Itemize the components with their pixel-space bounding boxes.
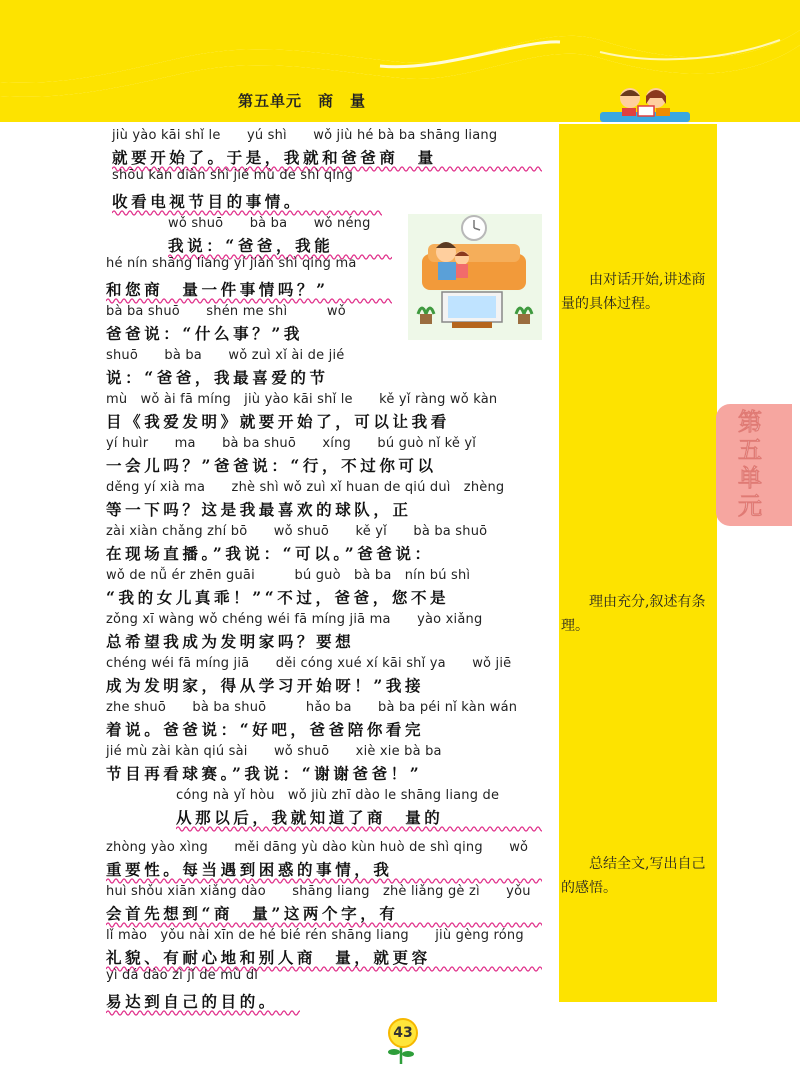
pinyin-line: lǐ mào yǒu nài xīn de hé bié rén shāng liang jiù gèng róng [106,928,524,943]
pinyin-line: jié mù zài kàn qiú sài wǒ shuō xiè xie bà ba [106,744,442,759]
pinyin-line: bà ba shuō shén me shì wǒ [106,304,346,319]
pinyin-line: jiù yào kāi shǐ le yú shì wǒ jiù hé bà ba shāng liang [112,128,498,143]
chinese-line: 会首先想到“商 量”这两个字，有 [106,904,399,923]
pinyin-line: mù wǒ ài fā míng jiù yào kāi shǐ le kě yǐ ràng wǒ kàn [106,392,498,407]
pinyin-line: yì dá dào zì jǐ de mù dì [106,968,259,983]
chinese-line: 我说：“爸爸，我能 [168,236,334,255]
pinyin-line: shuō bà ba wǒ zuì xǐ ài de jié [106,348,345,363]
chinese-line: 收看电视节目的事情。 [112,192,304,211]
chinese-line: 着说。爸爸说：“好吧，爸爸陪你看完 [106,720,425,739]
pinyin-line: zhe shuō bà ba shuō hǎo ba bà ba péi nǐ kàn wán [106,700,518,715]
pinyin-line: yí huìr ma bà ba shuō xíng bú guò nǐ kě yǐ [106,436,477,451]
unit-side-tab-label: 第五单元 [738,408,762,520]
chinese-line: 在现场直播。”我说：“可以。”爸爸说： [106,544,434,563]
family-watching-tv-illustration [408,214,542,340]
pinyin-line: zài xiàn chǎng zhí bō wǒ shuō kě yǐ bà ba shuō [106,524,488,539]
chinese-line: 重要性。每当遇到困惑的事情，我 [106,860,393,879]
wavy-underline [106,1009,300,1017]
pinyin-line: cóng nà yǐ hòu wǒ jiù zhī dào le shāng liang de [176,788,500,803]
pinyin-line: wǒ de nǚ ér zhēn guāi bú guò bà ba nín bú shì [106,568,471,583]
margin-note-1: 由对话开始,讲述商量的具体过程。 [561,272,706,312]
chinese-line: 说：“爸爸，我最喜爱的节 [106,368,329,387]
margin-note-3: 总结全文,写出自己的感悟。 [561,856,706,896]
chinese-line: “我的女儿真乖！”“不过，爸爸，您不是 [106,588,450,607]
wavy-underline [176,825,542,833]
chinese-line: 成为发明家，得从学习开始呀！”我接 [106,676,425,695]
unit-title: 第五单元 商 量 [238,92,367,110]
pinyin-line: zhòng yào xìng měi dāng yù dào kùn huò de shì qing wǒ [106,840,529,855]
chinese-line: 总希望我成为发明家吗？要想 [106,632,355,651]
pinyin-line: chéng wéi fā míng jiā děi cóng xué xí kāi shǐ ya wǒ jiē [106,656,512,671]
pinyin-line: wǒ shuō bà ba wǒ néng [168,216,371,231]
pinyin-line: shōu kàn diàn shì jié mù de shì qing [112,168,354,183]
chinese-line: 一会儿吗？”爸爸说：“行，不过你可以 [106,456,437,475]
chinese-line: 等一下吗？这是我最喜欢的球队，正 [106,500,412,519]
chinese-line: 从那以后，我就知道了商 量的 [176,808,444,827]
pinyin-line: děng yí xià ma zhè shì wǒ zuì xǐ huan de qiú duì zhèng [106,480,505,495]
kids-reading-icon [600,84,690,124]
page-number: 43 [388,1018,418,1048]
chinese-line: 节目再看球赛。”我说：“谢谢爸爸！” [106,764,423,783]
margin-note-2: 理由充分,叙述有条理。 [561,594,706,634]
pinyin-line: hé nín shāng liang yí jiàn shì qing ma [106,256,357,271]
chinese-line: 和您商 量一件事情吗？” [106,280,329,299]
pinyin-line: huì shǒu xiān xiǎng dào shāng liang zhè liǎng gè zì yǒu [106,884,531,899]
chinese-line: 就要开始了。于是，我就和爸爸商 量 [112,148,437,167]
chinese-line: 爸爸说：“什么事？”我 [106,324,303,343]
pinyin-line: zǒng xī wàng wǒ chéng wéi fā míng jiā ma yào xiǎng [106,612,483,627]
chinese-line: 易达到自己的目的。 [106,992,278,1011]
chinese-line: 礼貌、有耐心地和别人商 量，就更容 [106,948,431,967]
chinese-line: 目《我爱发明》就要开始了，可以让我看 [106,412,450,431]
